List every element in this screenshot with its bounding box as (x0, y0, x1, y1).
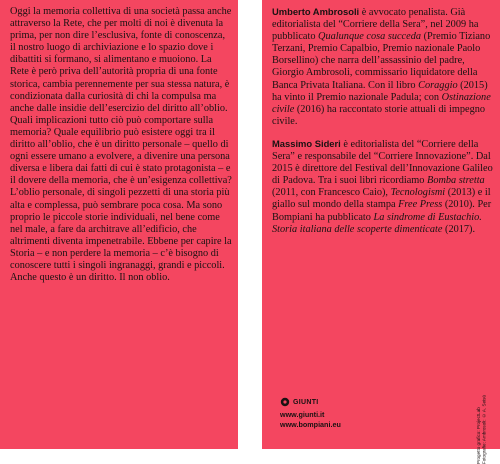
book-title: Coraggio (418, 79, 458, 91)
book-title: La sindrome di Eustachio. Storia italiana delle scoperte dimenticate (272, 211, 482, 235)
website-link[interactable]: www.bompiani.eu (280, 420, 341, 429)
giunti-logo-icon (280, 397, 290, 407)
book-title: Bomba stretta (427, 175, 485, 187)
book-title: Ostinazione civile (272, 91, 491, 115)
author-name: Massimo Sideri (272, 137, 341, 149)
back-flap-right (262, 0, 500, 449)
book-title: Free Press (398, 199, 443, 211)
logo-text: GIUNTI (293, 398, 319, 406)
book-title: Qualunque cosa succeda (318, 31, 421, 43)
book-title: Tecnologismi (390, 187, 446, 199)
website-link[interactable]: www.giunti.it (280, 410, 325, 419)
publisher-block (280, 397, 341, 430)
fold-gutter (238, 0, 262, 449)
author-bio-sideri: Massimo Sideri è editorialista del “Corriere della Sera” e responsabile del “Corriere Innovazione”. Dal 2015 è direttore del Festival dell’Innovazione Galileo di Padova. Tra i suoi libri ricordiamo Bomba stretta (2011, con Francesco Caio), Tecnologismi (2013) e il giallo sul mondo della stampa Free Press (2010). Per Bompiani ha pubblicato La sindrome di Eustachio. Storia italiana delle scoperte dimenticate (2017). (272, 137, 493, 235)
image-credits: Progetto grafico: ProjectLab Fotografie: Ambrosoli: © A. Seisù (476, 395, 487, 464)
giunti-logo (280, 397, 341, 407)
author-bio-ambrosoli: Umberto Ambrosoli è avvocato penalista. Già editorialista del “Corriere della Sera”, nel 2009 ha pubblicato Qualunque cosa succeda (Premio Tiziano Terzani, Premio Capalbio, Premio nazionale Paolo Borsellino) che narra dell’assassinio del padre, Giorgio Ambrosoli, commissario liquidatore della Banca Privata Italiana. Con il libro Coraggio (2015) ha vinto il Premio nazionale Padula; con Ostinazione civile (2016) ha raccontato storie attuali di impegno civile. (272, 6, 491, 127)
book-description: Oggi la memoria collettiva di una società passa anche attraverso la Rete, che per molti di noi è divenuta la prima, per non dire l’esclusiva, fonte di conoscenza, il nostro luogo di archiviazione e lo spazio dove i dibattiti si formano, si alimentano e muoiono. La Rete è però priva dell’autorità propria di una fonte storica, cambia perennemente per sua stessa natura, è condizionata dalla curiosità di chi la compulsa ma anche dalle insidie dell’esercizio del diritto all’oblio. Quali implicazioni tutto ciò può comportare sulla memoria? Quale equilibrio può esistere oggi tra il diritto all’oblio, che è un diritto personale – quello di ogni essere umano a evolvere, a divenire una persona diversa e libera dai fatti di cui è stato protagonista – e il dovere della memoria, che è un’esigenza collettiva? L’oblio personale, di singoli pezzetti di una storia più alta e complessa, può sembrare poca cosa. Ma sono proprio le piccole storie individuali, nel bene come nel male, a fare da architrave all’edificio, che altrimenti diventa impenetrabile. Ebbene per capire la Storia – e non perdere la memoria – c’è bisogno di conoscere tutti i singoli ingranaggi, grandi e piccoli. Anche questo è un diritto. Il non oblio. (10, 6, 232, 284)
author-name: Umberto Ambrosoli (272, 6, 360, 17)
back-flap-left (0, 0, 238, 449)
